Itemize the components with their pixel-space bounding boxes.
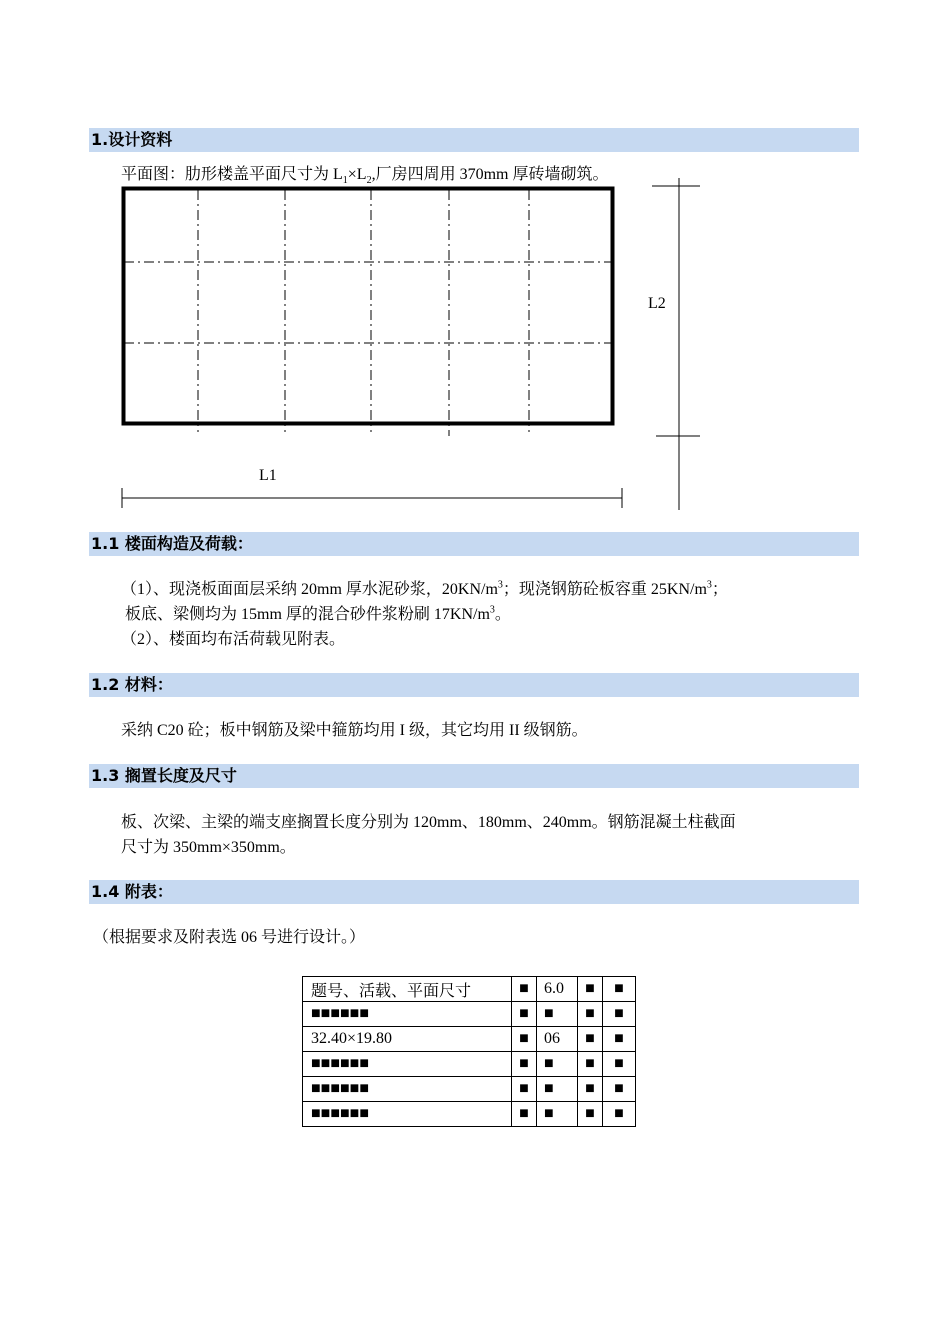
floor-load-line-1: （1）、现浇板面面层采纳 20mm 厚水泥砂浆，$20KN/m^3$；现浇钢筋砼板容重 $25KN/m^3$； (121, 579, 728, 598)
appendix-table (302, 976, 636, 1127)
table-cell: 32.40×19.80 (303, 1027, 512, 1052)
table-row (303, 1052, 636, 1077)
table-cell: ■ (578, 1027, 603, 1052)
section-header-material (89, 673, 859, 697)
table-cell: ■ (537, 1052, 578, 1077)
support-line-2: 尺寸为 350mm×350mm。 (121, 839, 296, 856)
label-l2: L2 (648, 295, 666, 312)
table-cell: ■ (578, 1052, 603, 1077)
table-row (303, 1002, 636, 1027)
plan-outline (124, 189, 613, 424)
section-title: 1.3 搁置长度及尺寸 (91, 766, 237, 785)
table-cell: ■ (512, 1002, 537, 1027)
section-header-appendix (89, 880, 859, 904)
table-cell: ■ (537, 1002, 578, 1027)
table-cell: ■ (603, 1102, 636, 1127)
table-cell: ■ (512, 1102, 537, 1127)
floor-plan-diagram (0, 0, 950, 520)
section-title: 1.2 材料： (91, 675, 173, 694)
table-cell: ■ (603, 1027, 636, 1052)
section-title: 1.4 附表： (91, 882, 173, 901)
table-row (303, 977, 636, 1002)
table-cell: ■■■■■■ (303, 1077, 512, 1102)
floor-load-line-3: （2）、楼面均布活荷载见附表。 (121, 631, 346, 648)
table-cell: ■ (512, 1077, 537, 1102)
table-row (303, 1077, 636, 1102)
table-cell: ■ (512, 1052, 537, 1077)
table-cell: ■ (603, 1052, 636, 1077)
floor-load-line-2: 板底、梁侧均为 15mm 厚的混合砂件浆粉刷 $17KN/m^3$。 (125, 604, 511, 623)
table-row (303, 1027, 636, 1052)
table-cell: ■ (537, 1077, 578, 1102)
table-cell: 题号、活载、平面尺寸 (303, 977, 512, 1002)
table-cell: ■ (537, 1102, 578, 1127)
appendix-note: （根据要求及附表选 06 号进行设计。） (93, 929, 366, 946)
table-cell: ■ (603, 977, 636, 1002)
table-cell: ■■■■■■ (303, 1002, 512, 1027)
table-cell: ■ (578, 1002, 603, 1027)
support-line-1: 板、次梁、主梁的端支座搁置长度分别为 120mm、180mm、240mm。钢筋混凝土柱截面 (121, 814, 736, 831)
table-cell: 06 (537, 1027, 578, 1052)
table-cell: ■■■■■■ (303, 1102, 512, 1127)
section-header-floor (89, 532, 859, 556)
label-l1: L1 (259, 467, 277, 484)
plan-intro: 平面图：肋形楼盖平面尺寸为 $L_1\times L_2$,厂房四周用 370mm 厚砖墙砌筑。 (121, 166, 609, 187)
table-cell: 6.0 (537, 977, 578, 1002)
table-cell: ■ (512, 977, 537, 1002)
table-cell: ■ (512, 1027, 537, 1052)
table-cell: ■ (578, 1077, 603, 1102)
section-title: 1.1 楼面构造及荷载： (91, 534, 253, 553)
table-cell: ■ (603, 1002, 636, 1027)
table-row (303, 1102, 636, 1127)
table-cell: ■ (578, 977, 603, 1002)
table-cell: ■ (603, 1077, 636, 1102)
section-title: 1.设计资料 (91, 130, 173, 149)
section-header-support (89, 764, 859, 788)
material-text: 采纳 C20 砼；板中钢筋及梁中箍筋均用 I 级，其它均用 II 级钢筋。 (121, 722, 588, 739)
table-cell: ■ (578, 1102, 603, 1127)
table-cell: ■■■■■■ (303, 1052, 512, 1077)
